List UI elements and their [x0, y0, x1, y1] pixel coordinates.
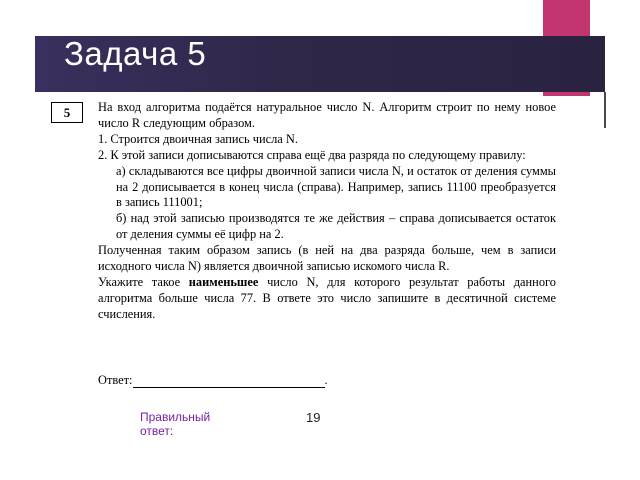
task-text	[98, 100, 556, 323]
task-question	[98, 275, 556, 323]
slide-title: Задача 5	[64, 35, 207, 72]
answer-blank	[133, 375, 325, 388]
task-step-1: 1. Строится двоичная запись числа N.	[98, 131, 298, 146]
task-result-text: Полученная таким образом запись (в ней на два разряда больше, чем в записи исходного числа N) является двоичной записью искомого числа R.	[98, 243, 556, 274]
task-number-box: 5	[51, 102, 83, 123]
task-step-2: 2. К этой записи дописываются справа ещё два разряда по следующему правилу:	[98, 147, 526, 162]
answer-end: .	[324, 373, 328, 387]
answer-line	[98, 373, 328, 388]
question-bold: наименьшее	[188, 274, 259, 289]
correct-answer-value: 19	[306, 410, 321, 425]
correct-answer-label: Правильный ответ:	[140, 410, 211, 438]
task-intro: На вход алгоритма подаётся натуральное число N. Алгоритм строит по нему новое число R следующим образом.	[98, 100, 556, 130]
task-rule-b: б) над этой записью производятся те же действия – справа дописывается остаток от деления суммы её цифр на 2.	[116, 211, 556, 242]
task-rule-a: а) складываются все цифры двоичной записи числа N, и остаток от деления суммы на 2 дописывается в конец числа (справа). Например, запись 11100 преобразуется в запись 111001;	[116, 163, 556, 210]
answer-label: Ответ:	[98, 373, 133, 387]
question-suffix: число N, для которого результат работы данного алгоритма больше числа 77. В ответе это число запишите в десятичной системе счисления.	[98, 274, 556, 321]
question-prefix: Укажите такое	[98, 274, 181, 289]
accent-line	[604, 92, 606, 128]
